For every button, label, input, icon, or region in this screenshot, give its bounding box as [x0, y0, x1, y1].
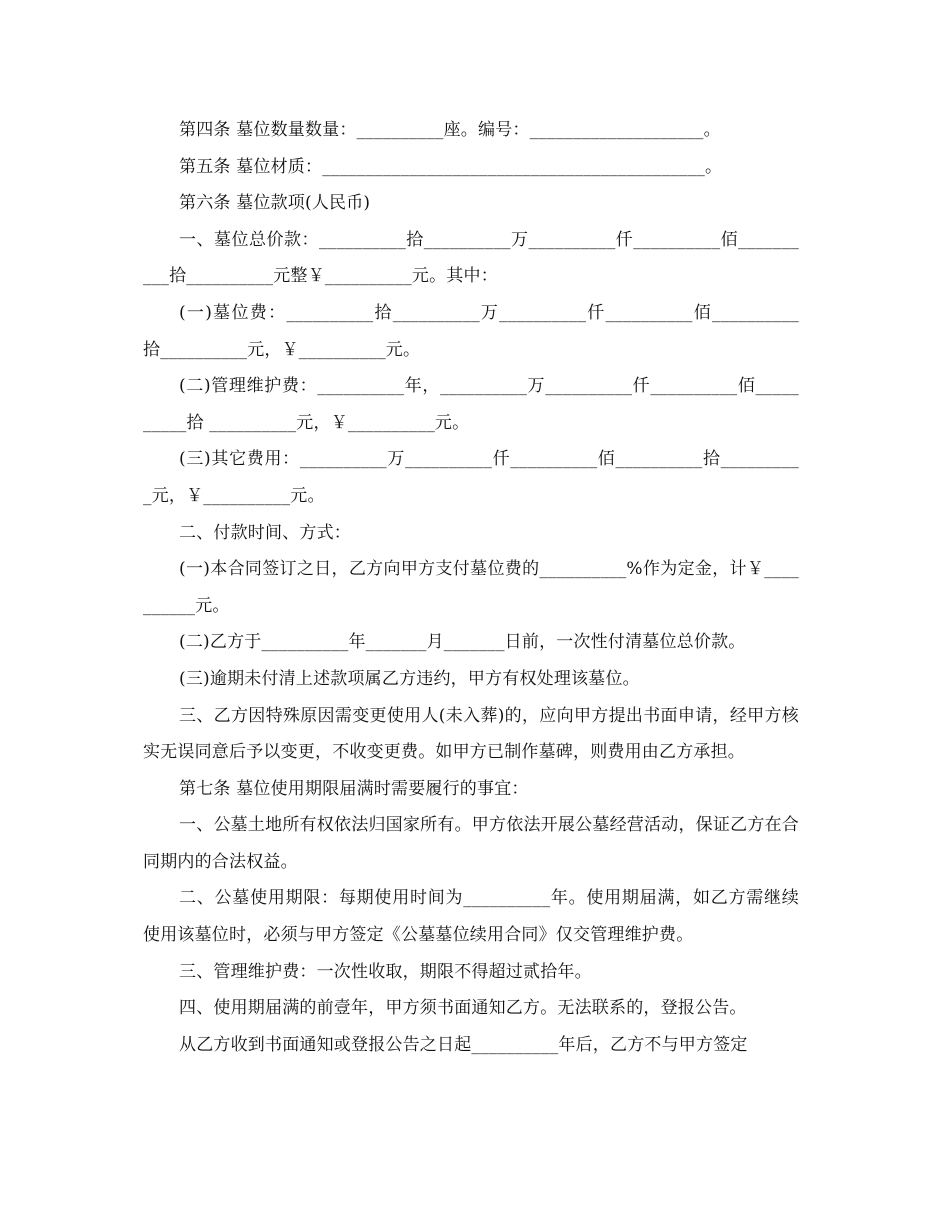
after-notice-paragraph: 从乙方收到书面通知或登报公告之日起__________年后，乙方不与甲方签定 [179, 1034, 748, 1055]
overdue-paragraph: (三)逾期未付清上述款项属乙方违约，甲方有权处理该墓位。 [179, 668, 640, 689]
clause-7-heading: 第七条 墓位使用期限届满时需要履行的事宜： [179, 778, 529, 799]
expiry-notice-paragraph: 四、使用期届满的前壹年，甲方须书面通知乙方。无法联系的，登报公告。 [179, 998, 747, 1019]
clause-5-paragraph: 第五条 墓位材质：____________________________________________。 [179, 156, 723, 177]
maintenance-collection-paragraph: 三、管理维护费：一次性收取，期限不得超过贰拾年。 [179, 961, 592, 982]
plot-fee-paragraph: (一)墓位费：__________拾__________万__________仟__________佰__________拾__________元，￥__________元。 [143, 302, 799, 360]
other-fees-paragraph: (三)其它费用：__________万__________仟__________佰__________拾__________元，￥__________元。 [143, 449, 799, 506]
payment-deadline-paragraph: (二)乙方于__________年_______月_______日前，一次性付清墓位总价款。 [179, 632, 746, 653]
clause-6-heading: 第六条 墓位款项(人民币) [179, 193, 371, 214]
change-user-paragraph: 三、乙方因特殊原因需变更使用人(未入葬)的，应向甲方提出书面申请，经甲方核实无误同意后予以变更，不收变更费。如甲方已制作墓碑，则费用由乙方承担。 [143, 705, 799, 763]
payment-heading: 二、付款时间、方式： [179, 522, 351, 543]
contract-body [143, 112, 799, 1063]
deposit-paragraph: (一)本合同签订之日，乙方向甲方支付墓位费的__________%作为定金，计￥__________元。 [143, 559, 799, 616]
land-ownership-paragraph: 一、公墓土地所有权依法归国家所有。甲方依法开展公墓经营活动，保证乙方在合同期内的合法权益。 [143, 815, 799, 872]
usage-term-paragraph: 二、公墓使用期限：每期使用时间为__________年。使用期届满，如乙方需继续使用该墓位时，必须与甲方签定《公墓墓位续用合同》仅交管理维护费。 [143, 888, 799, 946]
total-price-paragraph: 一、墓位总价款：__________拾__________万__________仟__________佰__________拾__________元整￥__________元。其中： [143, 229, 799, 287]
maintenance-fee-paragraph: (二)管理维护费：__________年，__________万__________仟__________佰__________拾 __________元，￥__________元。 [143, 376, 799, 433]
clause-4-paragraph: 第四条 墓位数量数量：__________座。编号：____________________。 [179, 120, 721, 140]
